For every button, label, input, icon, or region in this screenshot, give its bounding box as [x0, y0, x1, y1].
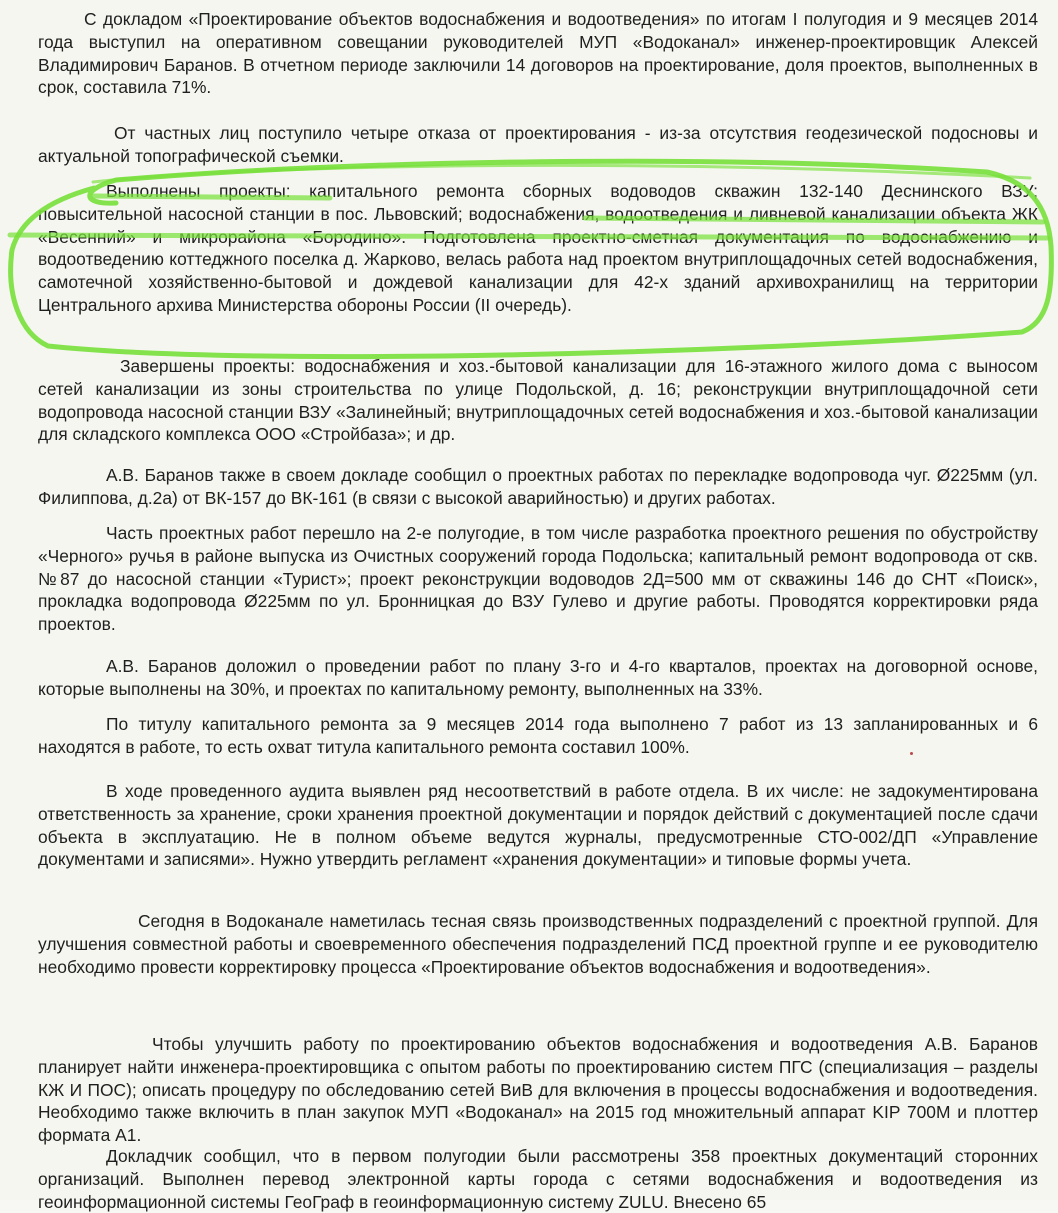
paragraph: Сегодня в Водоканале наметилась тесная связь производственных подразделений с проектной группой. Для улучшения совместной работы и своевременного обеспечения подразделений ПСД проектной группе и ее руководителю необходимо провести корректировку процесса «Проектирование объектов водоснабжения и водоотведения».: [38, 911, 1038, 977]
paragraph: А.В. Баранов также в своем докладе сообщил о проектных работах по перекладке водопровода чуг. Ø225мм (ул. Филиппова, д.2а) от ВК-157 до ВК-161 (в связи с высокой аварийностью) и других работах.: [38, 465, 1038, 508]
paragraph: От частных лиц поступило четыре отказа от проектирования - из-за отсутствия геодезической подосновы и актуальной топографической съемки.: [38, 123, 1038, 166]
scan-speck: [910, 752, 913, 755]
highlighted-paragraph: Выполнены проекты: капитального ремонта сборных водоводов скважин 132-140 Деснинского ВЗУ; повысительной насосной станции в пос. Львовский; водоснабжения, водоотведения и ливневой канализации объекта ЖК «Весенний» и микрорайона «Бородино». Подготовлена проектно-сметная документация по водоснабжению и водоотведению коттеджного поселка д. Жарково, велась работа над проектом внутриплощадочных сетей водоснабжения, самотечной хозяйственно-бытовой и дождевой канализации для 42-х зданий архивохранилищ на территории Центрального архива Министерства обороны России (II очередь).: [38, 181, 1038, 315]
paragraph: С докладом «Проектирование объектов водоснабжения и водоотведения» по итогам I полугодия и 9 месяцев 2014 года выступил на оперативном совещании руководителей МУП «Водоканал» инженер-проектировщик Алексей Владимирович Баранов. В отчетном периоде заключили 14 договоров на проектирование, доля проектов, выполненных в срок, составила 71%.: [38, 9, 1038, 98]
paragraph: По титулу капитального ремонта за 9 месяцев 2014 года выполнено 7 работ из 13 запланированных и 6 находятся в работе, то есть охват титула капитального ремонта составил 100%.: [38, 714, 1038, 757]
paragraph: В ходе проведенного аудита выявлен ряд несоответствий в работе отдела. В их числе: не задокументирована ответственность за хранение, сроки хранения проектной документации и порядок действий с документацией после сдачи объекта в эксплуатацию. Не в полном объеме ведутся журналы, предусмотренные СТО-002/ДП «Управление документами и записями». Нужно утвердить регламент «хранения документации» и типовые формы учета.: [38, 781, 1038, 870]
paragraph: Завершены проекты: водоснабжения и хоз.-бытовой канализации для 16-этажного жилого дома с выносом сетей канализации из зоны строительства по улице Подольской, д. 16; реконструкции внутриплощадочной сети водопровода насосной станции ВЗУ «Залинейный; внутриплощадочных сетей водоснабжения и хоз.-бытовой канализации для складского комплекса ООО «Стройбаза»; и др.: [38, 356, 1038, 445]
paragraph: Докладчик сообщил, что в первом полугодии были рассмотрены 358 проектных документаций сторонних организаций. Выполнен перевод электронной карты города с сетями водоснабжения и водоотведения из геоинформационной системы ГеоГраф в геоинформационную систему ZULU. Внесено 65: [38, 1146, 1038, 1212]
paragraph: А.В. Баранов доложил о проведении работ по плану 3-го и 4-го кварталов, проектах на договорной основе, которые выполнены на 30%, и проектах по капитальному ремонту, выполненных на 33%.: [38, 656, 1038, 699]
paragraph: Чтобы улучшить работу по проектированию объектов водоснабжения и водоотведения А.В. Баранов планирует найти инженера-проектировщика с опытом работы по проектированию систем ПГС (специализация – разделы КЖ И ПОС); описать процедуру по обследованию сетей ВиВ для включения в процессы водоснабжения и водоотведения. Необходимо также включить в план закупок МУП «Водоканал» на 2015 год множительный аппарат KIP 700M и плоттер формата А1.: [38, 1034, 1038, 1146]
paragraph: Часть проектных работ перешло на 2-е полугодие, в том числе разработка проектного решения по обустройству «Черного» ручья в районе выпуска из Очистных сооружений города Подольска; капитальный ремонт водопровода от скв. №87 до насосной станции «Турист»; проект реконструкции водоводов 2Д=500 мм от скважины 146 до СНТ «Поиск», прокладка водопровода Ø225мм по ул. Бронницкая до ВЗУ Гулево и другие работы. Проводятся корректировки ряда проектов.: [38, 523, 1038, 635]
